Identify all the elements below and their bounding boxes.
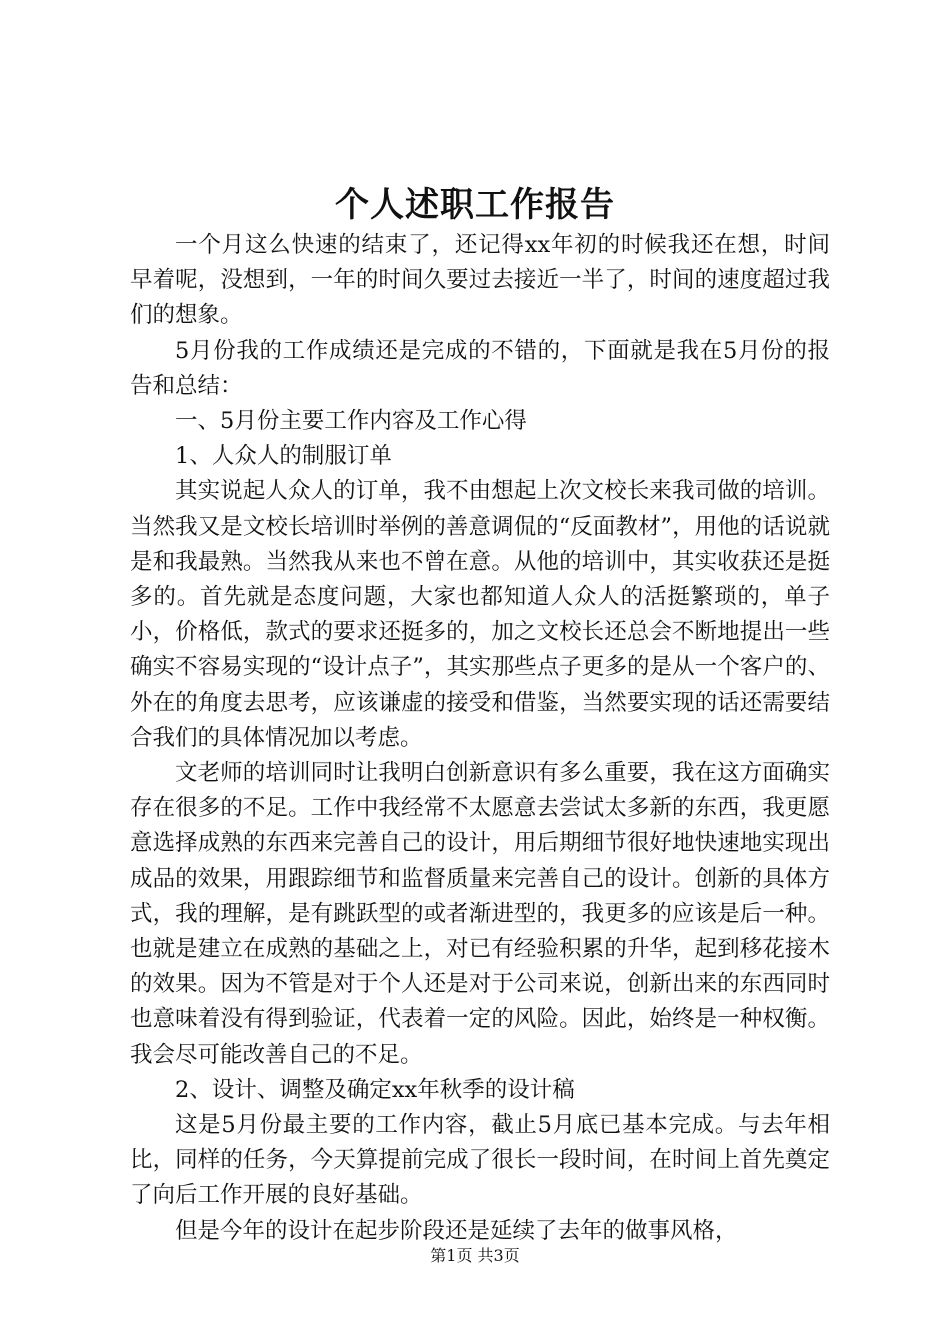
- paragraph: 文老师的培训同时让我明白创新意识有多么重要，我在这方面确实存在很多的不足。工作中我经常不太愿意去尝试太多新的东西，我更愿意选择成熟的东西来完善自己的设计，用后期细节很好地快速地实现出成品的效果，用跟踪细节和监督质量来完善自己的设计。创新的具体方式，我的理解，是有跳跃型的或者渐进型的，我更多的应该是后一种。也就是建立在成熟的基础之上，对已有经验积累的升华，起到移花接木的效果。因为不管是对于个人还是对于公司来说，创新出来的东西同时也意味着没有得到验证，代表着一定的风险。因此，始终是一种权衡。我会尽可能改善自己的不足。: [130, 760, 830, 1068]
- paragraph: 但是今年的设计在起步阶段还是延续了去年的做事风格，: [175, 1217, 738, 1244]
- paragraph: 其实说起人众人的订单，我不由想起上次文校长来我司做的培训。当然我又是文校长培训时举例的善意调侃的“反面教材”，用他的话说就是和我最熟。当然我从来也不曾在意。从他的培训中，其实收获还是挺多的。首先就是态度问题，大家也都知道人众人的活挺繁琐的，单子小，价格低，款式的要求还挺多的，加之文校长还总会不断地提出一些确实不容易实现的“设计点子”，其实那些点子更多的是从一个客户的、外在的角度去思考，应该谦虚的接受和借鉴，当然要实现的话还需要结合我们的具体情况加以考虑。: [130, 478, 830, 751]
- paragraph: 5月份我的工作成绩还是完成的不错的，下面就是我在5月份的报告和总结：: [130, 337, 830, 399]
- page-footer: 第1页 共3页: [430, 1246, 520, 1265]
- document-title: 个人述职工作报告: [335, 185, 615, 225]
- subsection-heading: 1、人众人的制服订单: [175, 443, 392, 470]
- paragraph: 这是5月份最主要的工作内容，截止5月底已基本完成。与去年相比，同样的任务，今天算提前完成了很长一段时间，在时间上首先奠定了向后工作开展的良好基础。: [130, 1112, 830, 1209]
- section-heading: 一、5月份主要工作内容及工作心得: [175, 408, 527, 435]
- paragraph: 一个月这么快速的结束了，还记得xx年初的时候我还在想，时间早着呢，没想到，一年的时间久要过去接近一半了，时间的速度超过我们的想象。: [130, 232, 830, 329]
- document-body: [130, 228, 830, 1249]
- subsection-heading: 2、设计、调整及确定xx年秋季的设计稿: [175, 1076, 575, 1103]
